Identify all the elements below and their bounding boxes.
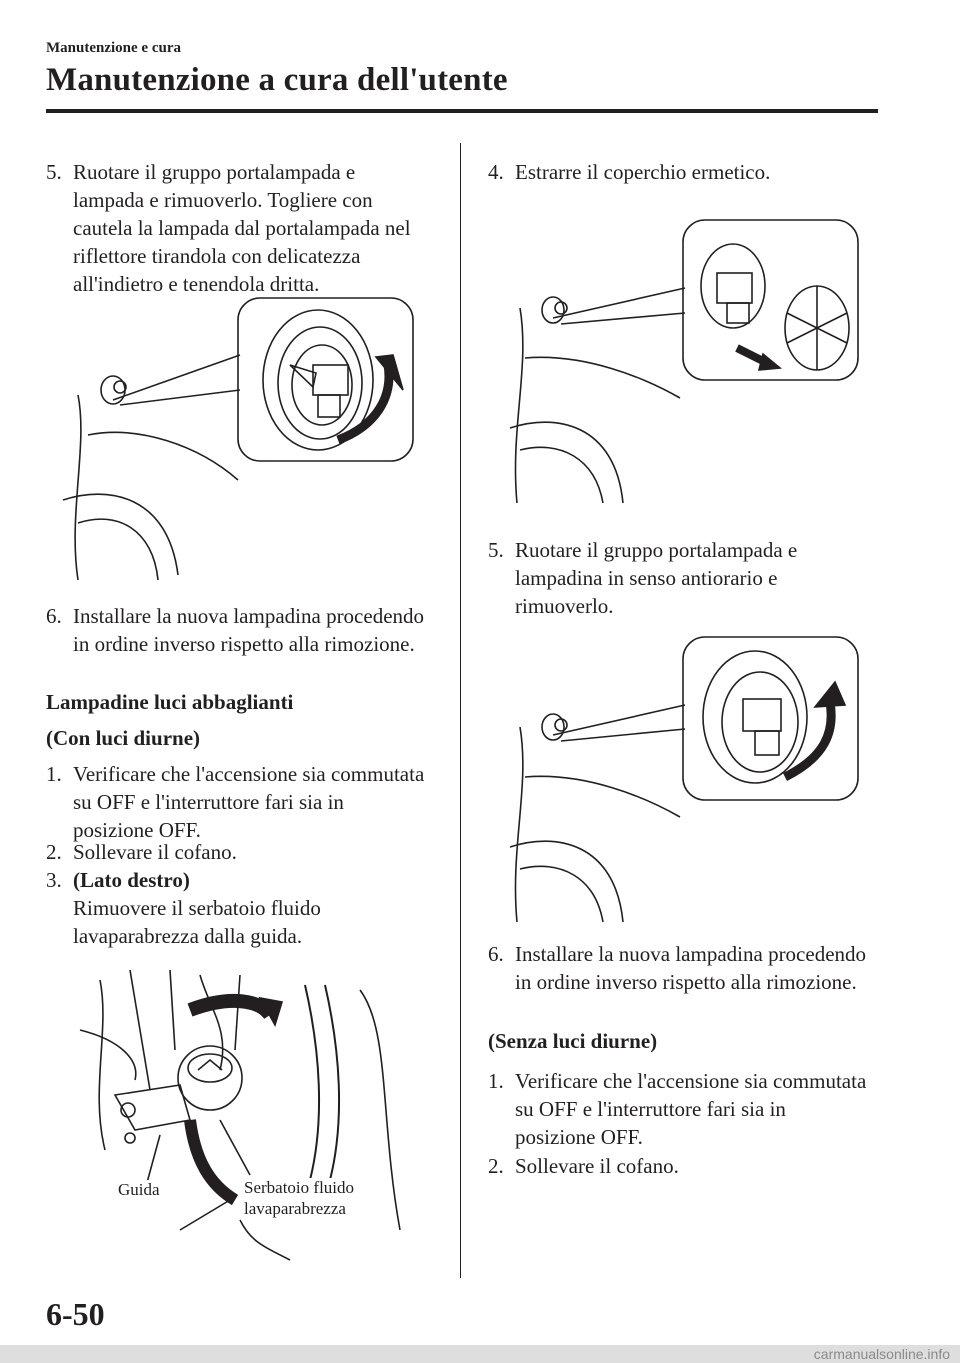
step-number: 6. bbox=[46, 604, 62, 628]
counterclockwise-rotation-illustration bbox=[505, 637, 865, 927]
right-step-2 bbox=[488, 1152, 868, 1180]
step-subheading: (Lato destro) bbox=[73, 868, 190, 892]
step-text: Verificare che l'accensione sia commutata su OFF e l'interruttore fari sia in posizione OFF. bbox=[73, 762, 425, 842]
left-step-3 bbox=[46, 866, 426, 950]
step-text: Installare la nuova lampadina procedendo in ordine inverso rispetto alla rimozione. bbox=[73, 604, 425, 656]
watermark: carmanualsonline.info bbox=[813, 1346, 950, 1362]
step-number: 5. bbox=[488, 538, 504, 562]
right-step-6 bbox=[488, 940, 868, 996]
bulb-rotation-illustration bbox=[58, 295, 418, 585]
column-divider bbox=[460, 143, 461, 1278]
step-text: Ruotare il gruppo portalampada e lampadina in senso antiorario e rimuoverlo. bbox=[515, 538, 798, 618]
step-text: Rimuovere il serbatoio fluido lavaparabrezza dalla guida. bbox=[73, 896, 321, 948]
section-label: Manutenzione e cura bbox=[46, 40, 181, 56]
remove-cap-illustration bbox=[505, 218, 865, 508]
step-number: 2. bbox=[488, 1154, 504, 1178]
step-number: 5. bbox=[46, 160, 62, 184]
step-text: Sollevare il cofano. bbox=[73, 840, 237, 864]
page-title: Manutenzione a cura dell'utente bbox=[46, 62, 508, 98]
step-number: 3. bbox=[46, 868, 62, 892]
step-text: Ruotare il gruppo portalampada e lampada e rimuoverlo. Togliere con cautela la lampada dal portalampada nel riflettore tirandola con delicatezza all'indietro e tenendola dritta. bbox=[73, 160, 411, 296]
high-beam-heading: Lampadine luci abbaglianti bbox=[46, 690, 294, 714]
step-number: 2. bbox=[46, 840, 62, 864]
step-text: Estrarre il coperchio ermetico. bbox=[515, 160, 771, 184]
step-number: 1. bbox=[46, 762, 62, 786]
no-drl-heading: (Senza luci diurne) bbox=[488, 1029, 658, 1053]
title-rule bbox=[46, 109, 878, 113]
step-number: 6. bbox=[488, 942, 504, 966]
drl-heading: (Con luci diurne) bbox=[46, 726, 201, 750]
step-text: Installare la nuova lampadina procedendo in ordine inverso rispetto alla rimozione. bbox=[515, 942, 867, 994]
step-number: 4. bbox=[488, 160, 504, 184]
left-step-6 bbox=[46, 602, 426, 658]
page-number: 6-50 bbox=[46, 1296, 105, 1332]
tank-callout-line2: lavaparabrezza bbox=[244, 1199, 346, 1218]
guide-callout: Guida bbox=[118, 1180, 160, 1199]
left-step-5 bbox=[46, 158, 426, 298]
step-text: Sollevare il cofano. bbox=[515, 1154, 679, 1178]
right-step-5 bbox=[488, 536, 868, 620]
left-step-2 bbox=[46, 838, 426, 866]
right-step-4 bbox=[488, 158, 868, 186]
right-step-1 bbox=[488, 1067, 868, 1151]
tank-callout-line1: Serbatoio fluido bbox=[244, 1178, 355, 1197]
step-number: 1. bbox=[488, 1069, 504, 1093]
left-step-1 bbox=[46, 760, 426, 844]
step-text: Verificare che l'accensione sia commutata su OFF e l'interruttore fari sia in posizione OFF. bbox=[515, 1069, 867, 1149]
